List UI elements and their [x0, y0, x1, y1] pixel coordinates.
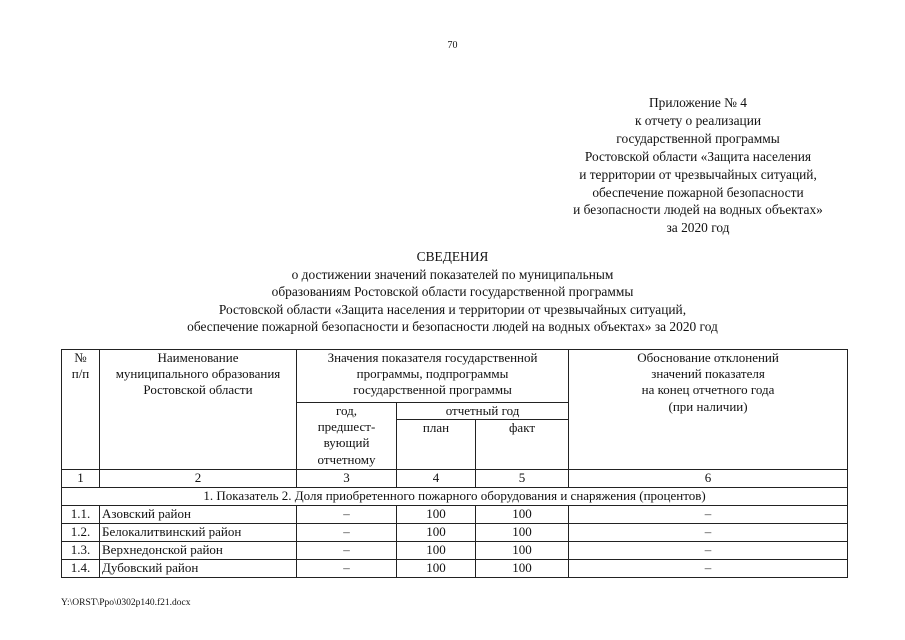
row-fact: 100 [476, 560, 569, 578]
row-prev: – [297, 560, 397, 578]
indicator-table [61, 349, 848, 578]
appendix-line: Приложение № 4 [648, 95, 748, 110]
row-fact: 100 [476, 542, 569, 560]
row-plan: 100 [397, 506, 476, 524]
header-prev-year: год, предшест- вующий отчетному [297, 403, 397, 470]
row-num: 1.4. [62, 560, 100, 578]
header-values: Значения показателя государственной программы, подпрограммы государственной программы [297, 350, 569, 403]
header-report-year: отчетный год [397, 403, 569, 420]
row-plan: 100 [397, 542, 476, 560]
header-justification: Обоснование отклонений значений показателя на конец отчетного года (при наличии) [569, 350, 848, 470]
row-plan: 100 [397, 524, 476, 542]
row-note: – [569, 524, 848, 542]
column-number: 4 [397, 470, 476, 488]
row-num: 1.2. [62, 524, 100, 542]
row-name: Верхнедонской район [100, 542, 297, 560]
column-number: 1 [62, 470, 100, 488]
table-row [62, 542, 848, 560]
document-heading [0, 248, 905, 336]
appendix-line: и территории от чрезвычайных ситуаций, [579, 166, 817, 182]
row-plan: 100 [397, 560, 476, 578]
heading-line: образованиям Ростовской области государственной программы [271, 284, 634, 300]
table-row [62, 506, 848, 524]
header-name: Наименование муниципального образования Ростовской области [100, 350, 297, 470]
section-title: 1. Показатель 2. Доля приобретенного пожарного оборудования и снаряжения (процентов) [62, 488, 848, 506]
heading-line: Ростовской области «Защита населения и территории от чрезвычайных ситуаций, [218, 301, 687, 317]
heading-line: обеспечение пожарной безопасности и безопасности людей на водных объектах» за 2020 год [187, 319, 718, 335]
appendix-line: и безопасности людей на водных объектах» [573, 202, 823, 218]
row-fact: 100 [476, 506, 569, 524]
header-num: № п/п [62, 350, 100, 470]
row-prev: – [297, 542, 397, 560]
file-path-footer: Y:\ORST\Ppo\0302p140.f21.docx [61, 598, 191, 608]
column-number: 2 [100, 470, 297, 488]
section-row [62, 488, 848, 506]
column-number: 3 [297, 470, 397, 488]
heading-title: СВЕДЕНИЯ [416, 249, 489, 264]
column-number: 6 [569, 470, 848, 488]
header-row [62, 350, 848, 403]
row-prev: – [297, 506, 397, 524]
appendix-line: Ростовской области «Защита населения [584, 148, 812, 164]
row-name: Белокалитвинский район [100, 524, 297, 542]
page-number: 70 [447, 40, 458, 51]
header-fact: факт [476, 420, 569, 470]
column-number-row [62, 470, 848, 488]
row-name: Дубовский район [100, 560, 297, 578]
row-name: Азовский район [100, 506, 297, 524]
row-note: – [569, 506, 848, 524]
row-num: 1.3. [62, 542, 100, 560]
row-prev: – [297, 524, 397, 542]
table-row [62, 560, 848, 578]
appendix-line: государственной программы [616, 130, 780, 146]
header-plan: план [397, 420, 476, 470]
appendix-line: за 2020 год [666, 220, 730, 236]
row-note: – [569, 560, 848, 578]
heading-line: о достижении значений показателей по муниципальным [291, 266, 614, 282]
appendix-line: к отчету о реализации [634, 112, 762, 128]
table-row [62, 524, 848, 542]
column-number: 5 [476, 470, 569, 488]
appendix-line: обеспечение пожарной безопасности [592, 184, 804, 200]
row-num: 1.1. [62, 506, 100, 524]
row-fact: 100 [476, 524, 569, 542]
appendix-block [548, 94, 848, 237]
row-note: – [569, 542, 848, 560]
